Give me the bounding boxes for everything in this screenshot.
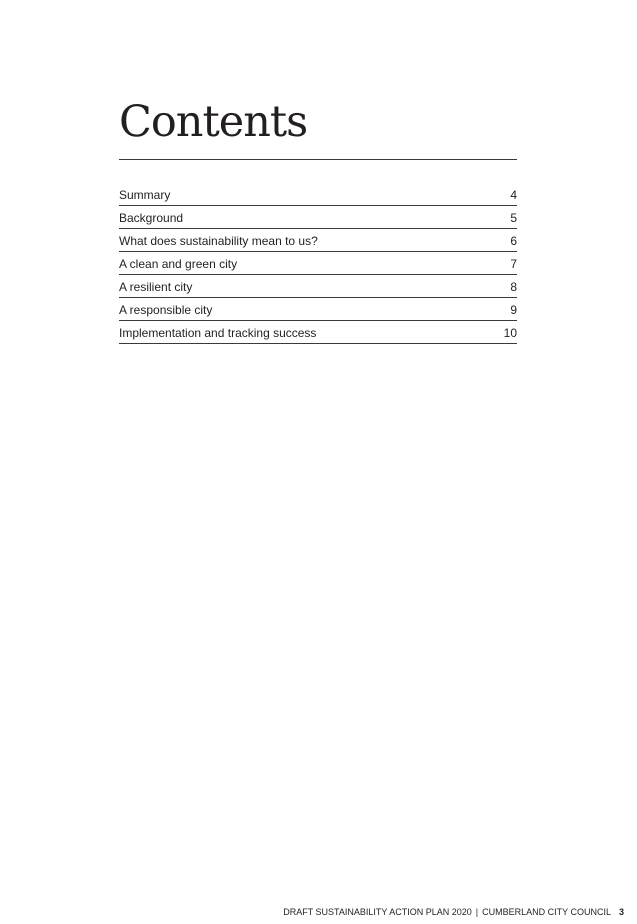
toc-entry-page: 7: [510, 257, 517, 271]
footer-separator: |: [475, 907, 479, 917]
toc-entry-page: 4: [510, 188, 517, 202]
toc-entry-label: A clean and green city: [119, 257, 238, 271]
toc-entry-label: Implementation and tracking success: [119, 326, 317, 340]
toc-entry-sustainability-meaning[interactable]: [119, 229, 517, 252]
toc-entry-page: 5: [510, 211, 517, 225]
footer-page-number: 3: [618, 907, 624, 917]
toc-entry-label: Background: [119, 211, 184, 225]
toc-entry-page: 10: [503, 326, 517, 340]
toc-entry-label: Summary: [119, 188, 171, 202]
toc-entry-label: What does sustainability mean to us?: [119, 234, 318, 248]
page-footer: [283, 906, 624, 918]
toc-entry-clean-green-city[interactable]: [119, 252, 517, 275]
toc-entry-implementation[interactable]: [119, 321, 517, 344]
toc-entry-summary[interactable]: [119, 183, 517, 206]
footer-organisation: CUMBERLAND CITY COUNCIL: [482, 907, 611, 917]
toc-entry-label: A responsible city: [119, 303, 213, 317]
toc-entry-label: A resilient city: [119, 280, 193, 294]
toc-entry-page: 9: [510, 303, 517, 317]
page-title: Contents: [119, 97, 308, 147]
toc-entry-resilient-city[interactable]: [119, 275, 517, 298]
toc-entry-responsible-city[interactable]: [119, 298, 517, 321]
footer-document-title: DRAFT SUSTAINABILITY ACTION PLAN 2020: [283, 907, 472, 917]
toc-entry-page: 8: [510, 280, 517, 294]
toc-entry-page: 6: [510, 234, 517, 248]
toc-entry-background[interactable]: [119, 206, 517, 229]
title-divider: [119, 159, 517, 160]
table-of-contents: [119, 183, 517, 344]
